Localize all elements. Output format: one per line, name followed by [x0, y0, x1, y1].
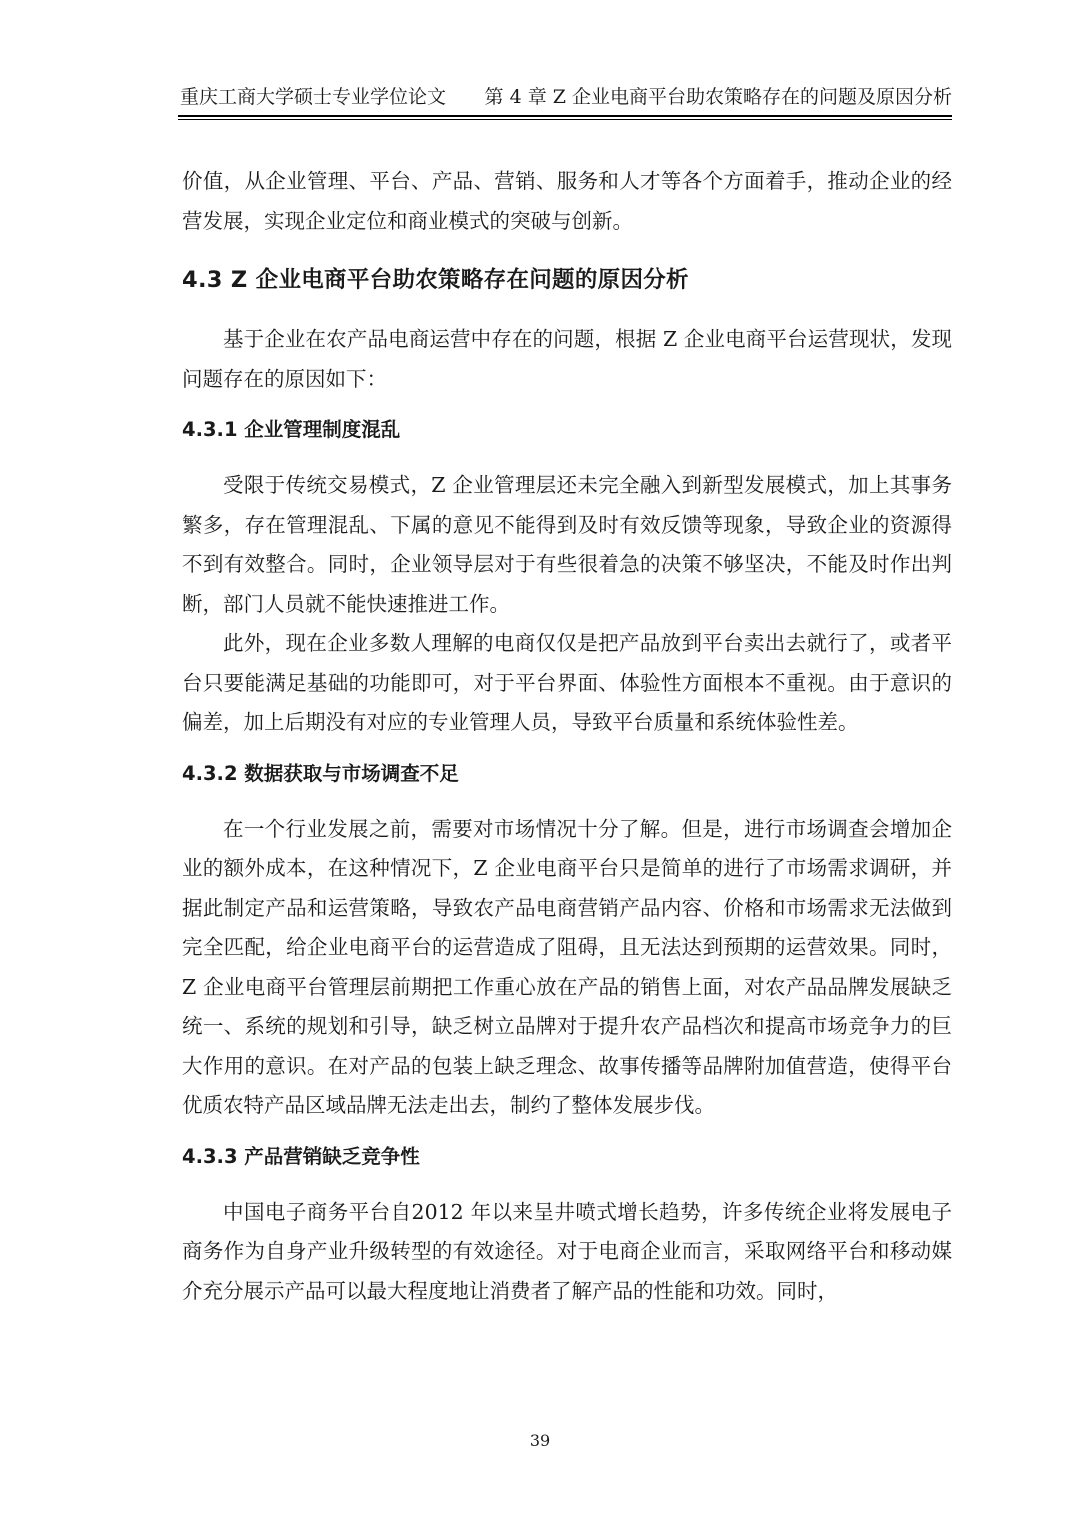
section-heading-4-3-1: 4.3.1 企业管理制度混乱 [182, 418, 401, 441]
section-heading-4-3-2: 4.3.2 数据获取与市场调查不足 [182, 761, 459, 785]
intro-continuation-paragraph: 价值，从企业管理、平台、产品、营销、服务和人才等各个方面着手，推动企业的经营发展，实现企业定位和商业模式的突破与创新。 [182, 169, 952, 233]
section-4-3-1-paragraph-2: 此外，现在企业多数人理解的电商仅仅是把产品放到平台卖出去就行了，或者平台只要能满足基础的功能即可，对于平台界面、体验性方面根本不重视。由于意识的偏差，加上后期没有对应的专业管理人员，导致平台质量和系统体验性差。 [182, 631, 952, 734]
page-number: 39 [529, 1431, 551, 1450]
running-header [180, 82, 952, 114]
header-thesis-title: 重庆工商大学硕士专业学位论文 [180, 86, 447, 108]
header-rule-thick [178, 115, 952, 117]
section-heading-4-3-3: 4.3.3 产品营销缺乏竞争性 [182, 1144, 420, 1168]
section-heading-4-3: 4.3 Z 企业电商平台助农策略存在问题的原因分析 [182, 267, 689, 293]
section-4-3-3-paragraph-1: 中国电子商务平台自2012 年以来呈井喷式增长趋势，许多传统企业将发展电子商务作为自身产业升级转型的有效途径。对于电商企业而言，采取网络平台和移动媒介充分展示产品可以最大程度地让消费者了解产品的性能和功效。同时， [182, 1199, 952, 1303]
header-rule-thin [178, 119, 952, 120]
page-body [182, 162, 952, 1311]
header-chapter-title: 第 4 章 Z 企业电商平台助农策略存在的问题及原因分析 [484, 86, 952, 108]
section-4-3-intro-paragraph: 基于企业在农产品电商运营中存在的问题，根据 Z 企业电商平台运营现状，发现问题存在的原因如下： [182, 327, 952, 391]
section-4-3-2-paragraph-1: 在一个行业发展之前，需要对市场情况十分了解。但是，进行市场调查会增加企业的额外成本，在这种情况下，Z 企业电商平台只是简单的进行了市场需求调研，并据此制定产品和运营策略，导致农产品电商营销产品内容、价格和市场需求无法做到完全匹配，给企业电商平台的运营造成了阻碍，且无法达到预期的运营效果。同时，Z 企业电商平台管理层前期把工作重心放在产品的销售上面，对农产品品牌发展缺乏统一、系统的规划和引导，缺乏树立品牌对于提升农产品档次和提高市场竞争力的巨大作用的意识。在对产品的包装上缺乏理念、故事传播等品牌附加值营造，使得平台优质农特产品区域品牌无法走出去，制约了整体发展步伐。 [182, 816, 952, 1117]
section-4-3-1-paragraph-1: 受限于传统交易模式，Z 企业管理层还未完全融入到新型发展模式，加上其事务繁多，存在管理混乱、下属的意见不能得到及时有效反馈等现象，导致企业的资源得不到有效整合。同时，企业领导层对于有些很着急的决策不够坚决，不能及时作出判断，部门人员就不能快速推进工作。 [182, 473, 952, 616]
